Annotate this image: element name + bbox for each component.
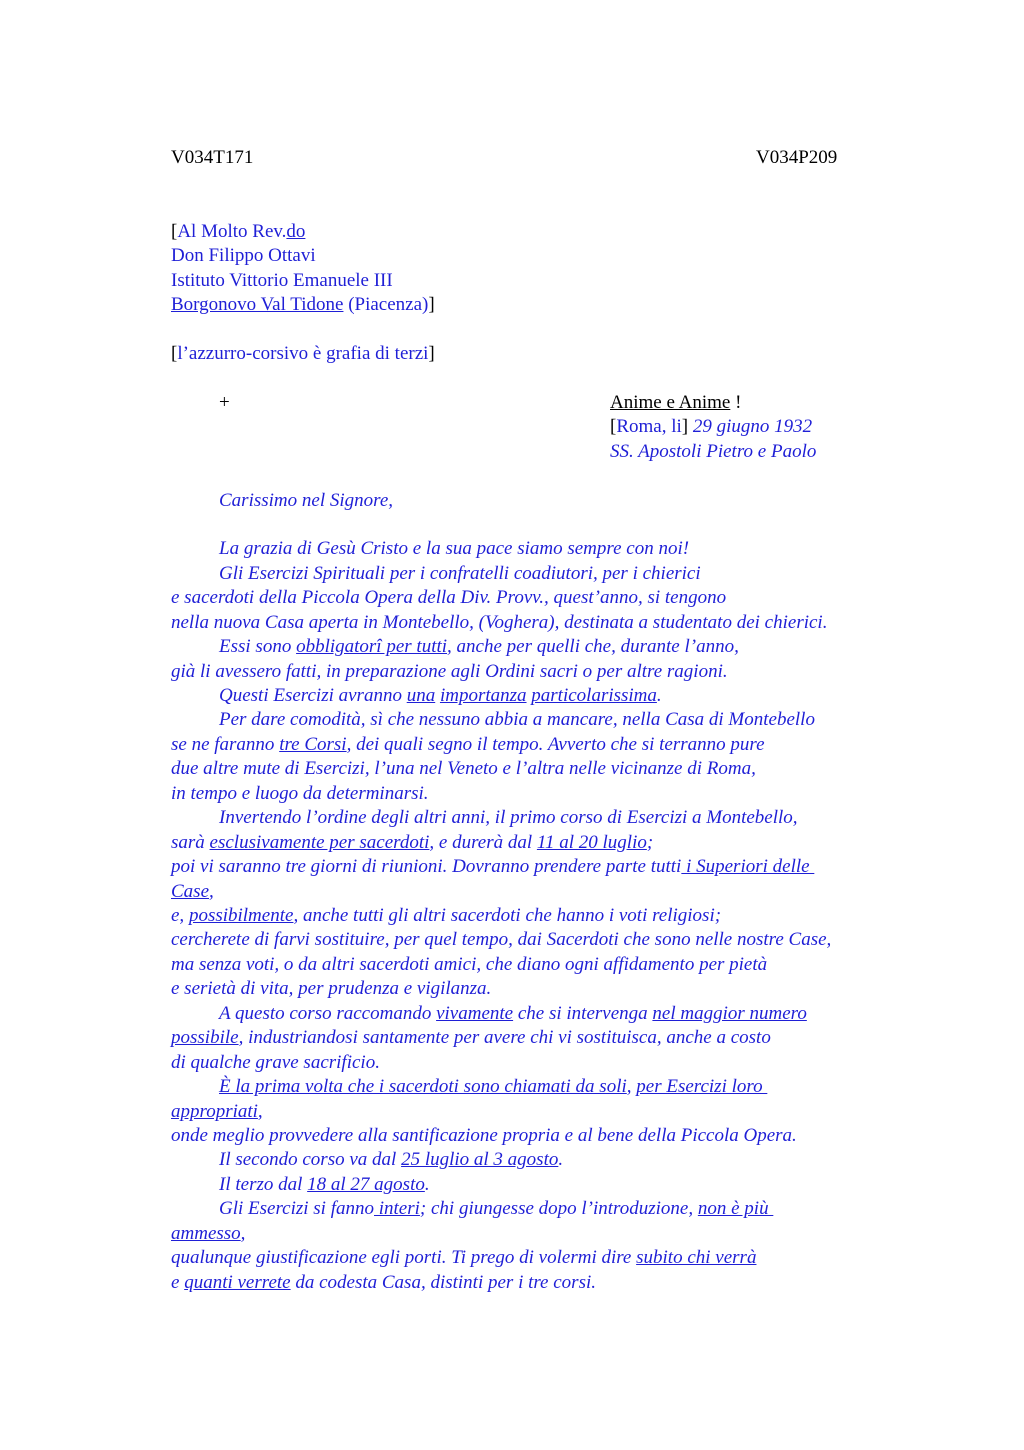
body-line: ma senza voti, o da altri sacerdoti amici, che diano ogni affidamento per pietà [171, 954, 768, 975]
body-line: sarà esclusivamente per sacerdoti, e durerà dal 11 al 20 luglio; [171, 832, 654, 853]
body-line: Invertendo l’ordine degli altri anni, il primo corso di Esercizi a Montebello, [219, 807, 798, 828]
body-line: Gli Esercizi Spirituali per i confratelli coadiutori, per i chierici [219, 563, 701, 584]
document-code-left: V034T171 [171, 147, 254, 168]
body-line: in tempo e luogo da determinarsi. [171, 783, 429, 804]
body-line: e, possibilmente, anche tutti gli altri sacerdoti che hanno i voti religiosi; [171, 905, 722, 926]
body-line: se ne faranno tre Corsi, dei quali segno il tempo. Avverto che si terranno pure [171, 734, 765, 755]
body-line: cercherete di farvi sostituire, per quel tempo, dai Sacerdoti che sono nelle nostre Case, [171, 929, 832, 950]
salutation: Carissimo nel Signore, [219, 490, 393, 511]
document-code-right: V034P209 [756, 147, 838, 168]
body-line: qualunque giustificazione egli porti. Ti prego di volermi dire subito chi verrà [171, 1247, 757, 1268]
body-line: possibile, industriandosi santamente per avere chi vi sostituisca, anche a costo [171, 1027, 771, 1048]
body-line: La grazia di Gesù Cristo e la sua pace siamo sempre con noi! [219, 538, 690, 559]
body-line: Per dare comodità, sì che nessuno abbia a mancare, nella Casa di Montebello [219, 709, 815, 730]
cross-symbol: + [219, 392, 230, 413]
editorial-note: [l’azzurro-corsivo è grafia di terzi] [171, 343, 435, 364]
body-line: onde meglio provvedere alla santificazione propria e al bene della Piccola Opera. [171, 1125, 797, 1146]
address-line-4: Borgonovo Val Tidone (Piacenza)] [171, 294, 435, 315]
body-line: Case, [171, 881, 214, 902]
body-line: nella nuova Casa aperta in Montebello, (Voghera), destinata a studentato dei chierici. [171, 612, 828, 633]
body-line: ammesso, [171, 1223, 246, 1244]
body-line: appropriati, [171, 1101, 263, 1122]
address-line-2: Don Filippo Ottavi [171, 245, 316, 266]
date-line: [Roma, li] 29 giugno 1932 [610, 416, 813, 437]
motto-line: Anime e Anime ! [610, 392, 742, 413]
body-line: poi vi saranno tre giorni di riunioni. Dovranno prendere parte tutti i Superiori delle [171, 856, 815, 877]
body-line: A questo corso raccomando vivamente che si intervenga nel maggior numero [219, 1003, 807, 1024]
body-line: Gli Esercizi si fanno interi; chi giungesse dopo l’introduzione, non è più [219, 1198, 774, 1219]
body-line: due altre mute di Esercizi, l’una nel Veneto e l’altra nelle vicinanze di Roma, [171, 758, 756, 779]
body-line: Il secondo corso va dal 25 luglio al 3 agosto. [219, 1149, 564, 1170]
body-line: Essi sono obbligatorî per tutti, anche per quelli che, durante l’anno, [219, 636, 739, 657]
body-line: di qualche grave sacrificio. [171, 1052, 380, 1073]
body-line: già li avessero fatti, in preparazione agli Ordini sacri o per altre ragioni. [171, 661, 728, 682]
feast-line: SS. Apostoli Pietro e Paolo [610, 441, 817, 462]
address-line-3: Istituto Vittorio Emanuele III [171, 270, 393, 291]
address-line-1: [Al Molto Rev.do [171, 221, 306, 242]
body-line: È la prima volta che i sacerdoti sono chiamati da soli, per Esercizi loro [219, 1076, 768, 1097]
body-line: e quanti verrete da codesta Casa, distinti per i tre corsi. [171, 1272, 596, 1293]
body-line: e serietà di vita, per prudenza e vigilanza. [171, 978, 492, 999]
body-line: Questi Esercizi avranno una importanza particolarissima. [219, 685, 662, 706]
body-line: Il terzo dal 18 al 27 agosto. [219, 1174, 430, 1195]
body-line: e sacerdoti della Piccola Opera della Div. Provv., quest’anno, si tengono [171, 587, 727, 608]
